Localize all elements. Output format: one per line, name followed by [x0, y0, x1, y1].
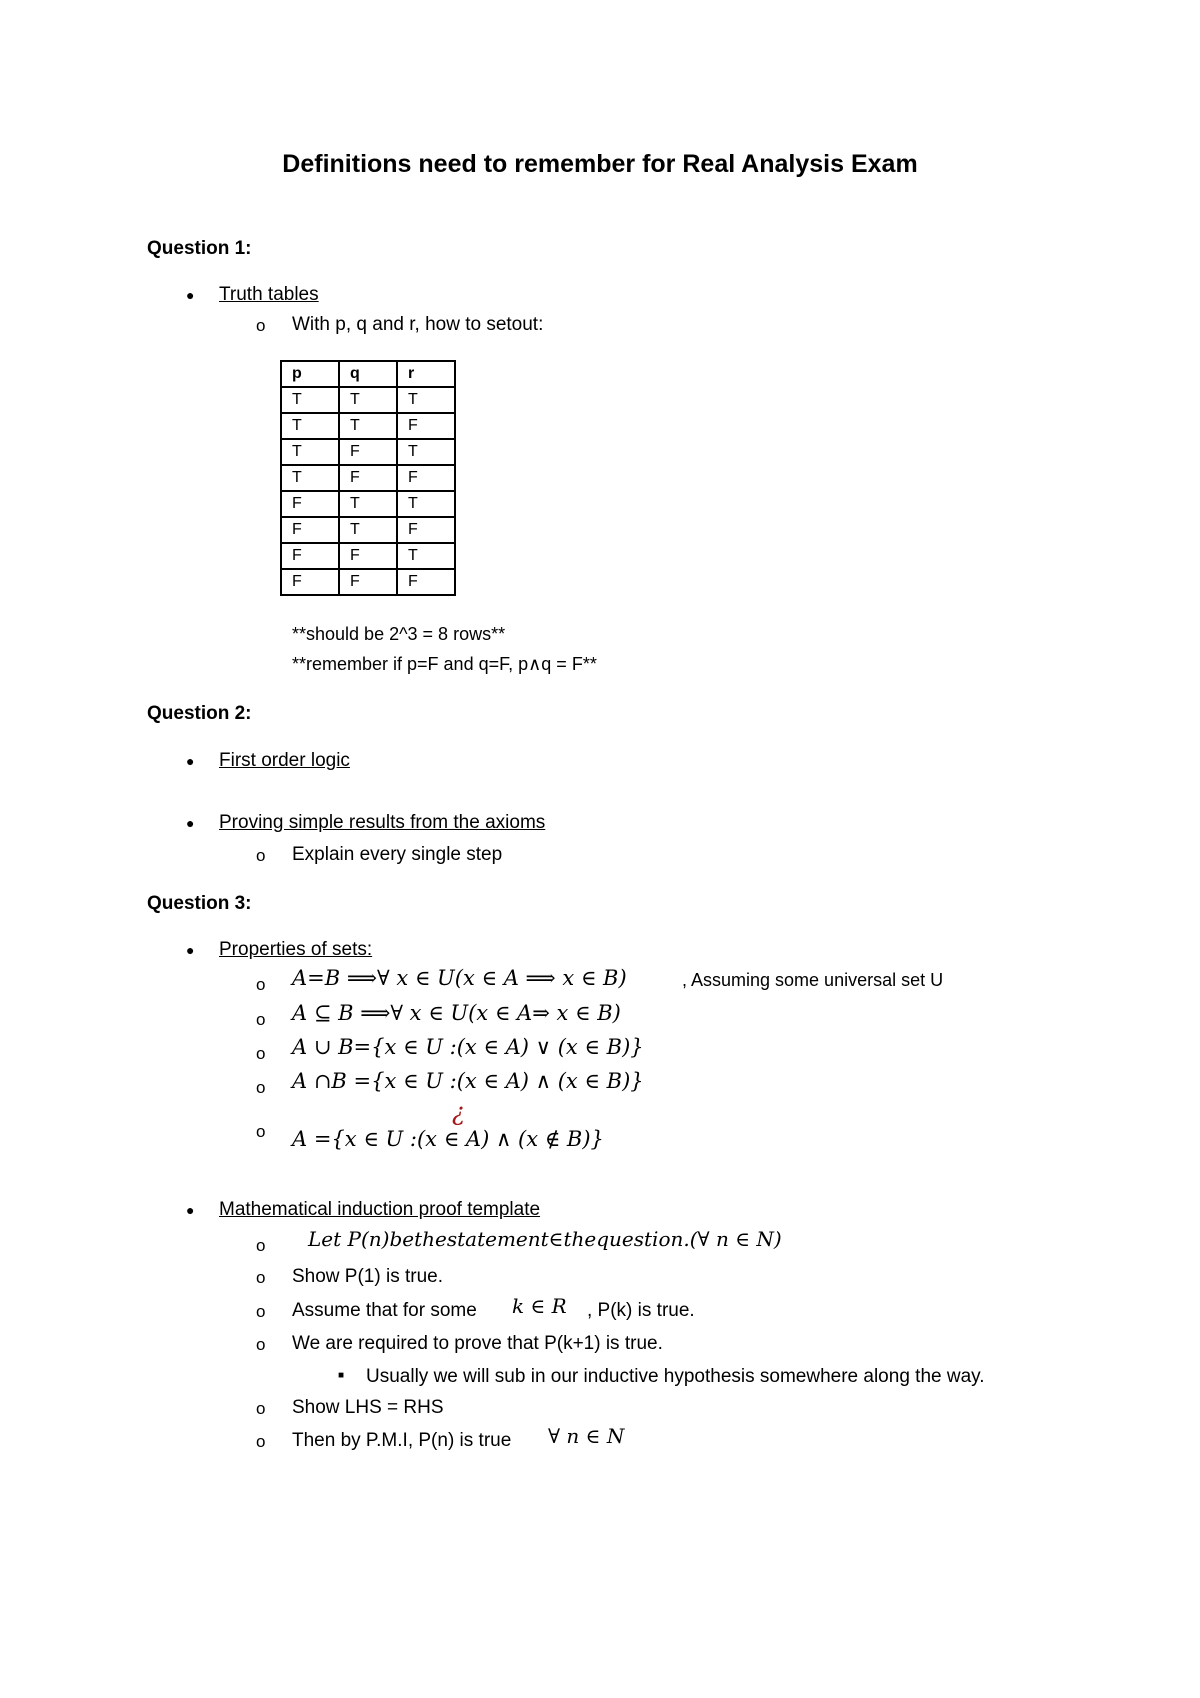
- header-q: q: [339, 361, 397, 387]
- forall-n-formula: ∀ n ∈ N: [548, 1424, 625, 1448]
- question-1-heading: Question 1:: [147, 238, 252, 259]
- truth-tables-item: Truth tables: [219, 284, 319, 305]
- stray-mark: ¿: [452, 1098, 465, 1126]
- table-header-row: [281, 361, 455, 387]
- table-cell: T: [281, 465, 339, 491]
- set-equality-formula: A=B ⟹∀ x ∈ U(x ∈ A ⟹ x ∈ B): [292, 966, 627, 990]
- table-cell: F: [281, 543, 339, 569]
- table-cell: F: [397, 517, 455, 543]
- table-cell: T: [397, 387, 455, 413]
- table-row: [281, 465, 455, 491]
- intersection-formula: A ∩B ={x ∈ U :(x ∈ A) ∧ (x ∈ B)}: [292, 1069, 644, 1093]
- page-title: Definitions need to remember for Real Analysis Exam: [282, 150, 918, 178]
- inductive-hypothesis-note: Usually we will sub in our inductive hypothesis somewhere along the way.: [366, 1366, 985, 1387]
- circle-bullet-icon: o: [256, 1399, 266, 1418]
- universal-set-note: , Assuming some universal set U: [682, 970, 944, 990]
- assume-text: Assume that for some: [292, 1300, 477, 1321]
- table-row: [281, 387, 455, 413]
- square-bullet-icon: ■: [338, 1370, 345, 1381]
- k-in-r-formula: k ∈ R: [512, 1294, 567, 1318]
- first-order-logic-item: First order logic: [219, 750, 350, 771]
- circle-bullet-icon: o: [256, 1122, 266, 1141]
- explain-step-text: Explain every single step: [292, 844, 503, 865]
- show-lhs-rhs-text: Show LHS = RHS: [292, 1397, 444, 1418]
- show-p1-text: Show P(1) is true.: [292, 1266, 443, 1287]
- circle-bullet-icon: o: [256, 1432, 266, 1451]
- difference-formula: A ={x ∈ U :(x ∈ A) ∧ (x ∉ B)}: [292, 1127, 604, 1151]
- truth-table: [280, 360, 456, 596]
- table-cell: T: [339, 517, 397, 543]
- and-note: **remember if p=F and q=F, p∧q = F**: [292, 654, 597, 674]
- circle-bullet-icon: o: [256, 1236, 266, 1255]
- table-row: [281, 439, 455, 465]
- table-cell: T: [339, 491, 397, 517]
- circle-bullet-icon: o: [256, 1268, 266, 1287]
- table-cell: F: [339, 465, 397, 491]
- table-row: [281, 413, 455, 439]
- table-cell: F: [397, 413, 455, 439]
- properties-of-sets-item: Properties of sets:: [219, 939, 373, 960]
- rows-note: **should be 2^3 = 8 rows**: [292, 624, 506, 644]
- table-cell: F: [281, 569, 339, 595]
- circle-bullet-icon: o: [256, 1044, 266, 1063]
- table-cell: T: [281, 387, 339, 413]
- table-cell: T: [281, 413, 339, 439]
- header-r: r: [397, 361, 455, 387]
- subset-formula: A ⊆ B ⟹∀ x ∈ U(x ∈ A⇒ x ∈ B): [292, 1001, 621, 1025]
- circle-bullet-icon: o: [256, 1335, 266, 1354]
- bullet-icon: ●: [186, 1202, 195, 1218]
- bullet-icon: ●: [186, 815, 195, 831]
- table-cell: F: [339, 569, 397, 595]
- pk-true-text: , P(k) is true.: [587, 1300, 695, 1321]
- table-cell: T: [397, 543, 455, 569]
- let-statement-formula: Let P(n)bethestatement∈thequestion.(∀ n ∈ N): [308, 1227, 782, 1251]
- table-cell: F: [281, 491, 339, 517]
- table-row: [281, 491, 455, 517]
- bullet-icon: ●: [186, 287, 195, 303]
- axioms-item: Proving simple results from the axioms: [219, 812, 546, 833]
- pmi-conclusion-text: Then by P.M.I, P(n) is true: [292, 1430, 512, 1451]
- circle-bullet-icon: o: [256, 316, 266, 335]
- table-cell: F: [339, 543, 397, 569]
- header-p: p: [281, 361, 339, 387]
- circle-bullet-icon: o: [256, 1302, 266, 1321]
- induction-template-item: Mathematical induction proof template: [219, 1199, 541, 1220]
- prove-pk1-text: We are required to prove that P(k+1) is true.: [292, 1333, 663, 1354]
- table-cell: F: [397, 465, 455, 491]
- table-cell: T: [397, 439, 455, 465]
- circle-bullet-icon: o: [256, 975, 266, 994]
- table-cell: F: [281, 517, 339, 543]
- table-cell: T: [281, 439, 339, 465]
- circle-bullet-icon: o: [256, 846, 266, 865]
- union-formula: A ∪ B={x ∈ U :(x ∈ A) ∨ (x ∈ B)}: [292, 1035, 644, 1059]
- table-row: [281, 543, 455, 569]
- table-row: [281, 569, 455, 595]
- setout-text: With p, q and r, how to setout:: [292, 314, 544, 335]
- table-cell: F: [339, 439, 397, 465]
- table-cell: F: [397, 569, 455, 595]
- bullet-icon: ●: [186, 753, 195, 769]
- table-row: [281, 517, 455, 543]
- question-3-heading: Question 3:: [147, 893, 252, 914]
- bullet-icon: ●: [186, 942, 195, 958]
- circle-bullet-icon: o: [256, 1078, 266, 1097]
- circle-bullet-icon: o: [256, 1010, 266, 1029]
- question-2-heading: Question 2:: [147, 703, 252, 724]
- table-cell: T: [397, 491, 455, 517]
- table-cell: T: [339, 413, 397, 439]
- table-cell: T: [339, 387, 397, 413]
